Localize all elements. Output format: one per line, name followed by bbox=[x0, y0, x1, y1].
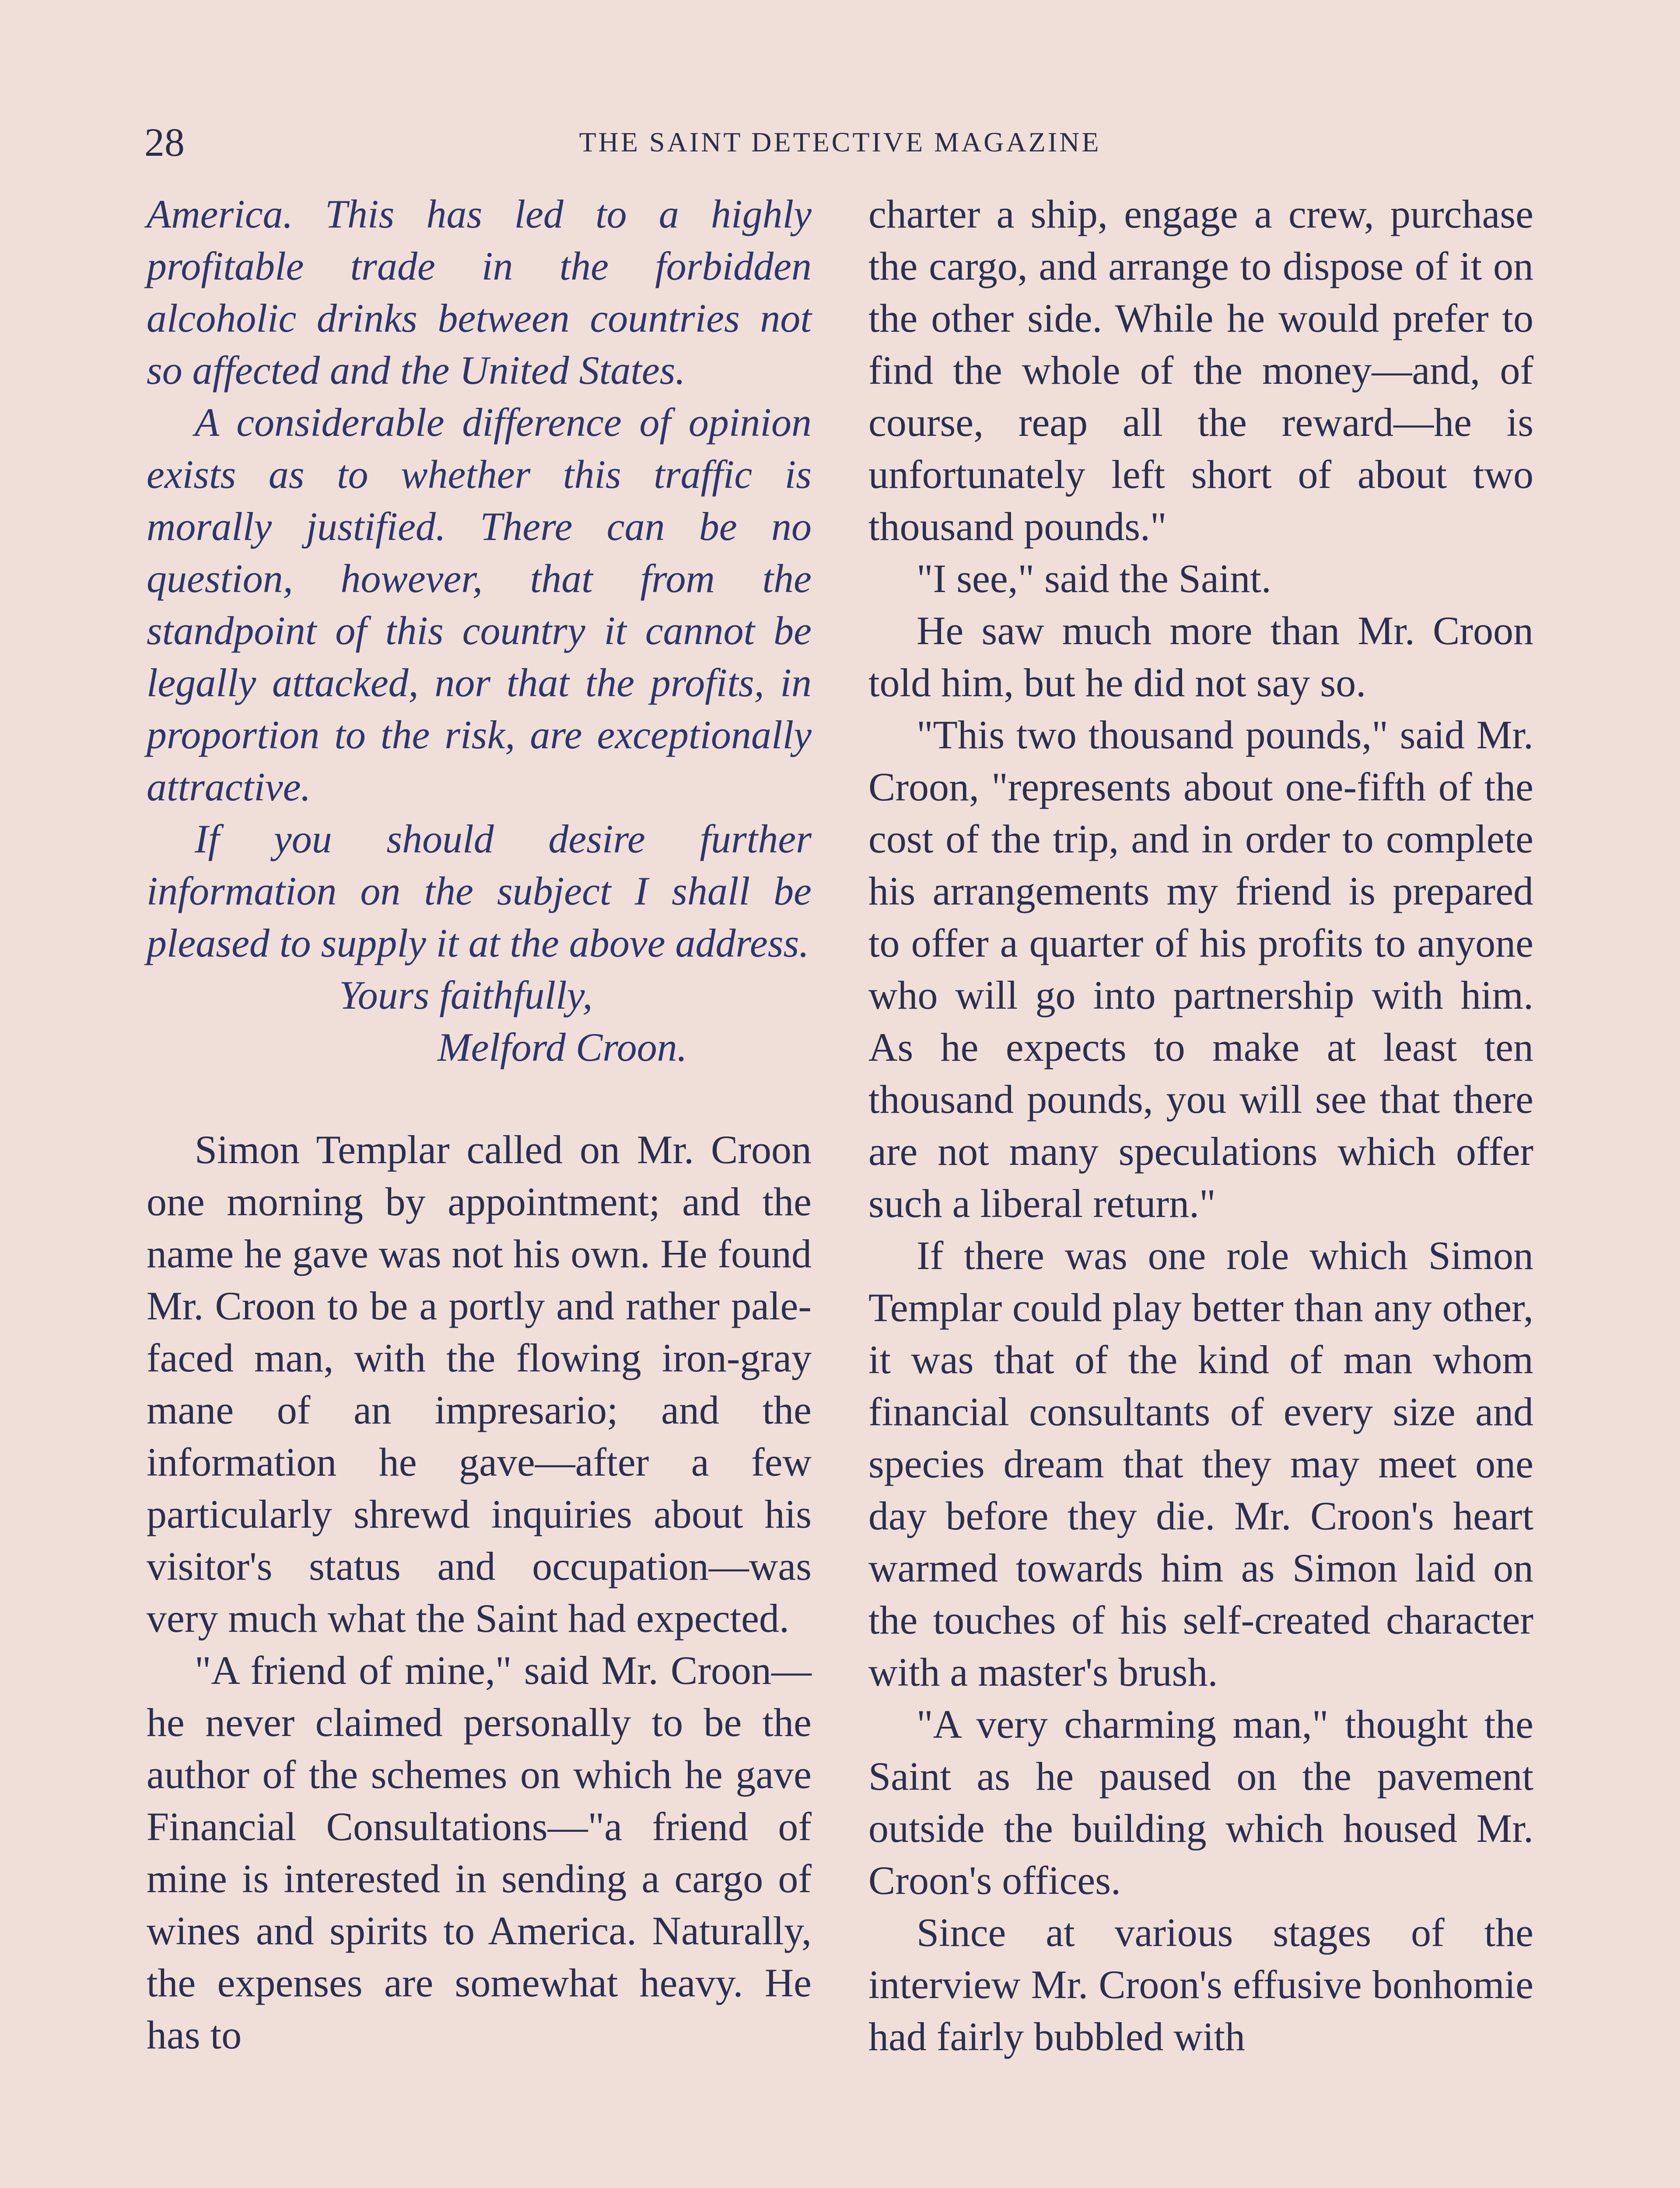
story-paragraph-2: "A friend of mine," said Mr. Croon—he never claimed personally to be the author of the schemes on which he gave Financial Consultations—"a friend of mine is interested in sending a cargo of wines and spirits to America. Naturally, the expenses are somewhat heavy. He has to bbox=[147, 1648, 812, 2057]
letter-signature: Melford Croon. bbox=[438, 1025, 687, 1069]
left-column bbox=[147, 188, 812, 2061]
page-header bbox=[144, 118, 1536, 166]
story-paragraph-8: Since at various stages of the interview Mr. Croon's effusive bonhomie had fairly bubbled with bbox=[868, 1910, 1533, 2059]
section-gap bbox=[147, 1073, 812, 1124]
story-paragraph-4: He saw much more than Mr. Croon told him, but he did not say so. bbox=[868, 608, 1533, 705]
page-number: 28 bbox=[144, 120, 185, 165]
story-paragraph-2-continued: charter a ship, engage a crew, purchase the cargo, and arrange to dispose of it on the other side. While he would prefer to find the whole of the money—and, of course, reap all the reward—he is unfortunately left short of about two thousand pounds." bbox=[868, 192, 1533, 549]
right-column bbox=[868, 188, 1533, 2063]
letter-signoff bbox=[147, 969, 812, 1073]
story-paragraph-1: Simon Templar called on Mr. Croon one morning by appointment; and the name he gave was not his own. He found Mr. Croon to be a portly and rather pale-faced man, with the flowing iron-gray mane of an impresario; and the information he gave—after a few particularly shrewd inquiries about his visitor's status and occupation—was very much what the Saint had expected. bbox=[147, 1127, 812, 1641]
story-paragraph-5: "This two thousand pounds," said Mr. Croon, "represents about one-fifth of the cost of the trip, and in order to complete his arrangements my friend is prepared to offer a quarter of his profits to anyone who will go into partnership with him. As he expects to make at least ten thousand pounds, you will see that there are not many speculations which offer such a liberal return." bbox=[868, 712, 1533, 1226]
story-paragraph-3: "I see," said the Saint. bbox=[917, 556, 1271, 601]
story-paragraph-6: If there was one role which Simon Templar could play better than any other, it was that of the kind of man whom financial consultants of every size and species dream that they may meet one day before they die. Mr. Croon's heart warmed towards him as Simon laid on the touches of his self-created character with a master's brush. bbox=[868, 1233, 1533, 1694]
letter-closing: Yours faithfully, bbox=[339, 973, 593, 1017]
running-head: THE SAINT DETECTIVE MAGAZINE bbox=[579, 126, 1101, 158]
story-paragraph-7: "A very charming man," thought the Saint as he paused on the pavement outside the building which housed Mr. Croon's offices. bbox=[868, 1702, 1533, 1903]
letter-paragraph-1: America. This has led to a highly profitable trade in the forbidden alcoholic drinks between countries not so affected and the United States. bbox=[147, 192, 812, 393]
letter-paragraph-3: If you should desire further information on the subject I shall be pleased to supply it at the above address. bbox=[147, 817, 812, 965]
letter-paragraph-2: A considerable difference of opinion exists as to whether this traffic is morally justified. There can be no question, however, that from the standpoint of this country it cannot be legally attacked, nor that the profits, in proportion to the risk, are exceptionally attractive. bbox=[147, 400, 812, 809]
